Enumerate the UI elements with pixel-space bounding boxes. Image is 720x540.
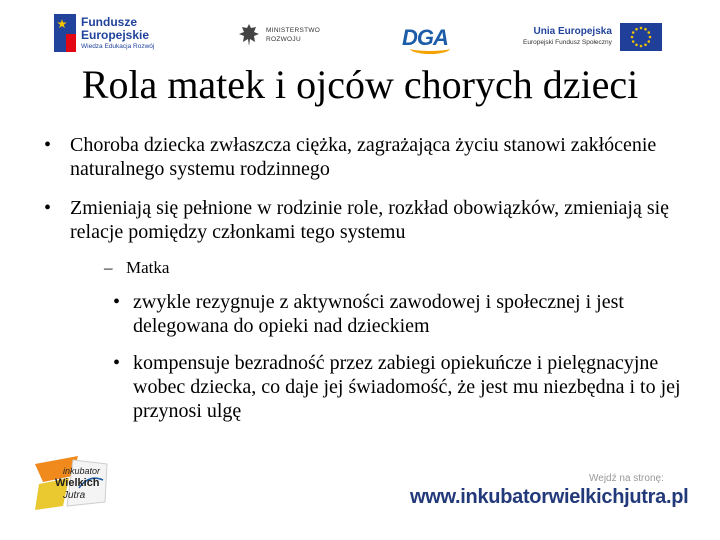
inkubator-logo bbox=[33, 454, 113, 514]
logo-bar bbox=[0, 0, 720, 62]
footer-invite: Wejdź na stronę: bbox=[589, 473, 664, 484]
subsub-bullet-marker: • bbox=[113, 352, 121, 374]
fundusze-line1: Fundusze bbox=[81, 14, 137, 29]
sub-bullet-text: Matka bbox=[126, 258, 170, 277]
bullet-marker: • bbox=[44, 134, 52, 156]
ministerstwo-line2: ROZWOJU bbox=[266, 36, 301, 43]
dga-text: DGA bbox=[402, 25, 448, 50]
fundusze-flag-icon bbox=[54, 14, 76, 52]
fundusze-europejskie-logo bbox=[54, 14, 154, 52]
ministerstwo-logo bbox=[238, 22, 320, 48]
unia-europejska-logo bbox=[523, 23, 662, 51]
eagle-emblem-icon bbox=[238, 22, 260, 48]
dga-logo bbox=[402, 25, 448, 51]
ministerstwo-line1: MINISTERSTWO bbox=[266, 27, 321, 34]
eu-flag-icon bbox=[620, 23, 662, 51]
bullet-text: Zmieniają się pełnione w rodzinie role, rozkład obowiązków, zmieniają się relacje pomiędzy członkami tego systemu bbox=[70, 197, 670, 243]
subsub-bullet-text: zwykle rezygnuje z aktywności zawodowej i społecznej i jest delegowana do opieki nad dzieckiem bbox=[133, 291, 624, 337]
inkubator-line2: Wielkich bbox=[55, 477, 100, 489]
fundusze-line3: Wiedza Edukacja Rozwój bbox=[81, 42, 155, 50]
inkubator-line1: inkubator bbox=[63, 466, 101, 476]
unia-line1: Unia Europejska bbox=[533, 26, 612, 37]
inkubator-line3: Jutra bbox=[63, 490, 86, 501]
fundusze-line2: Europejskie bbox=[81, 27, 150, 42]
bullet-marker: • bbox=[44, 197, 52, 219]
slide-title: Rola matek i ojców chorych dzieci bbox=[81, 62, 639, 107]
sub-bullet-marker: – bbox=[104, 258, 113, 277]
footer-url-link[interactable]: www.inkubatorwielkichjutra.pl bbox=[410, 486, 689, 508]
bullet-text: Choroba dziecka zwłaszcza ciężka, zagrażająca życiu stanowi zakłócenie naturalnego systemu rodzinnego bbox=[70, 134, 657, 180]
subsub-bullet-text: kompensuje bezradność przez zabiegi opiekuńcze i pielęgnacyjne wobec dziecka, co daje jej świadomość, że jest mu niezbędna i to jej przynosi ulgę bbox=[133, 352, 681, 422]
dga-swoosh-icon bbox=[410, 43, 450, 54]
subsub-bullet-marker: • bbox=[113, 291, 121, 313]
unia-line2: Europejski Fundusz Społeczny bbox=[523, 39, 612, 46]
